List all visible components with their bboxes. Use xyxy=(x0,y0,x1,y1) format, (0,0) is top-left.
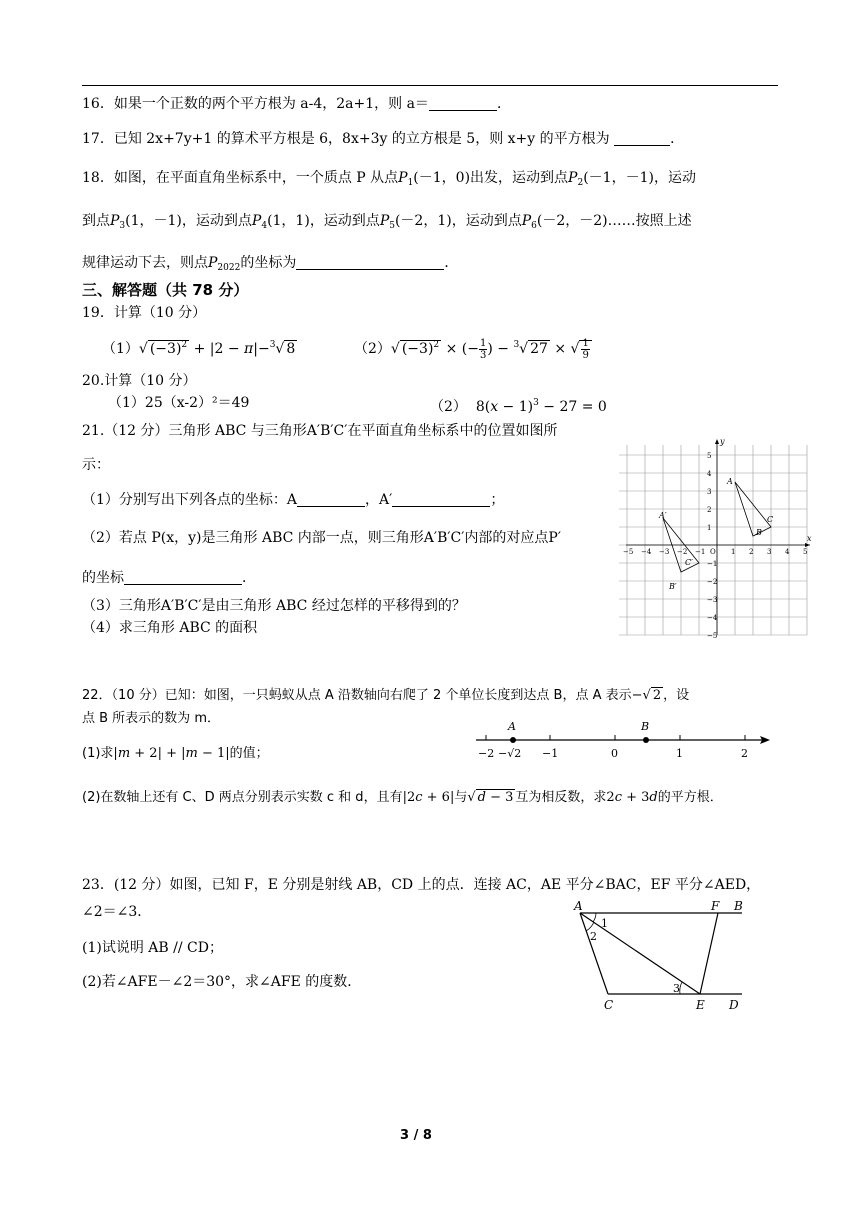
point-A-label: A xyxy=(727,477,733,486)
nl-label-A: A xyxy=(508,720,516,733)
question-21-line5: 的坐标 ． xyxy=(82,570,256,586)
x-tick-label: −2 xyxy=(677,548,688,556)
fig-label-B: B xyxy=(734,899,743,913)
x-tick-label: 4 xyxy=(785,548,790,556)
question-19-title: 19．计算（10 分） xyxy=(82,305,207,321)
point-A1-label: A′ xyxy=(659,511,667,520)
question-16: 16．如果一个正数的两个平方根为 a-4，2a+1，则 a＝ ． xyxy=(82,96,511,112)
x-axis-label: x xyxy=(807,534,812,543)
question-20-title: 20.计算（10 分） xyxy=(82,373,197,389)
x-tick-label: 2 xyxy=(749,548,754,556)
question-22-line1: 22．（10 分）已知：如图，一只蚂蚁从点 A 沿数轴向右爬了 2 个单位长度到达点 B，点 A 表示−√ 2 ，设 xyxy=(82,688,690,703)
y-tick-label: 1 xyxy=(707,524,712,532)
question-23-line4: (2)若∠AFE－∠2＝30°，求∠AFE 的度数． xyxy=(82,974,362,990)
nl-label-B: B xyxy=(641,720,650,733)
fig-label-F: F xyxy=(711,899,720,913)
origin-label: O xyxy=(710,548,716,556)
question-22-line2: 点 B 所表示的数为 m． xyxy=(82,711,220,726)
answer-blank-21-A[interactable] xyxy=(297,492,365,507)
y-tick-label: −3 xyxy=(707,596,718,604)
question-18-line1: 18．如图，在平面直角坐标系中，一个质点 P 从点$P_1(-1$，0)出发，运动到点$P_2(-1$，－1)，运动 xyxy=(82,170,696,188)
point-C1-label: C′ xyxy=(685,558,693,567)
y-tick-label: −1 xyxy=(707,560,718,568)
segment-AE xyxy=(580,913,700,994)
nl-tick-minus1: −1 xyxy=(542,747,559,760)
question-21-line7: （4）求三角形 ABC 的面积 xyxy=(82,620,258,636)
y-tick-label: −5 xyxy=(707,632,718,640)
fig-label-A: A xyxy=(574,899,583,913)
y-tick-label: −2 xyxy=(707,578,718,586)
point-A-dot xyxy=(510,737,516,743)
question-22-line4: (2)在数轴上还有 C、D 两点分别表示实数 c 和 d，且有|2c + 6|与√ d − 3 互为相反数，求2c + 3d的平方根． xyxy=(82,790,723,805)
nl-tick-0: 0 xyxy=(611,747,618,760)
fig-label-E: E xyxy=(696,998,705,1012)
geometry-figure xyxy=(570,896,750,1016)
number-line-figure xyxy=(470,716,775,764)
angle-1-label: 1 xyxy=(601,917,608,930)
y-tick-label: 5 xyxy=(707,452,712,460)
answer-blank-21-P[interactable] xyxy=(124,570,242,585)
section-3-heading: 三、解答题（共 78 分） xyxy=(82,281,249,299)
angle-3-label: 3 xyxy=(673,982,680,995)
point-B-label: B xyxy=(756,528,762,537)
point-B1-label: B′ xyxy=(669,582,677,591)
answer-blank-21-A1[interactable] xyxy=(392,492,490,507)
question-21-line4: （2）若点 P(x，y)是三角形 ABC 内部一点，则三角形A′B′C′内部的对应点P′ xyxy=(82,530,562,546)
question-19-part1: （1）√ $(-3)^2 + |2 - \pi|-^3√$ 8 xyxy=(102,340,296,357)
fig-label-C: C xyxy=(604,998,614,1012)
segment-EF xyxy=(700,913,718,994)
x-tick-label: −1 xyxy=(695,548,706,556)
x-tick-label: 5 xyxy=(803,548,808,556)
x-tick-label: −4 xyxy=(641,548,652,556)
x-tick-label: −5 xyxy=(623,548,634,556)
question-21-line2: 示： xyxy=(82,457,110,473)
fig-label-D: D xyxy=(729,998,739,1012)
y-axis-label: y xyxy=(720,437,725,446)
nl-tick-2: 2 xyxy=(741,747,748,760)
angle-2-label: 2 xyxy=(590,930,597,943)
header-rule xyxy=(82,85,778,86)
page-number: 3 / 8 xyxy=(400,1128,432,1143)
question-22-line3: (1)求|m + 2| + |m − 1|的值； xyxy=(82,746,269,761)
y-tick-label: 2 xyxy=(707,506,712,514)
nl-tick-minus-sqrt2: −√2 xyxy=(498,747,522,760)
x-tick-label: −3 xyxy=(659,548,670,556)
question-17: 17．已知 2x+7y+1 的算术平方根是 6，8x+3y 的立方根是 5，则 x+y 的平方根为 ． xyxy=(82,131,685,147)
question-19-part2: （2）√ $(-3)^2$ × (− $\frac{1}{3}$ ) − $^3$√ 27 × √ $\frac{1}{9}$ xyxy=(354,335,592,361)
point-C-label: C xyxy=(767,515,774,524)
answer-blank-16[interactable] xyxy=(429,96,497,111)
question-18-line2: 到点$P_3(1$，－1)，运动到点$P_4(1$，1)，运动到点$P_5(-2$，1)，运动到点$P_6(-2$，－2)……按照上述 xyxy=(82,213,692,231)
question-23-line3: (1)试说明 AB // CD； xyxy=(82,940,223,956)
question-21-line3: （1）分别写出下列各点的坐标：A ，A′ ； xyxy=(82,492,505,508)
nl-tick-1: 1 xyxy=(676,747,683,760)
y-tick-label: 4 xyxy=(707,470,712,478)
answer-blank-17[interactable] xyxy=(614,131,670,146)
question-18-line3: 规律运动下去，则点$P_{2022}$的坐标为 ． xyxy=(82,255,459,273)
x-tick-label: 3 xyxy=(767,548,772,556)
y-tick-label: 3 xyxy=(707,488,712,496)
question-23-line2: ∠2＝∠3． xyxy=(82,904,152,920)
nl-tick-minus2: −2 xyxy=(478,747,495,760)
answer-blank-18[interactable] xyxy=(296,255,444,270)
point-B-dot xyxy=(643,737,649,743)
question-20-part2: （2） $8(x - 1)^3 - 27 = 0$ xyxy=(430,398,607,415)
question-21-line1: 21.（12 分）三角形 ABC 与三角形A′B′C′在平面直角坐标系中的位置如图所 xyxy=(82,423,558,439)
question-20-part1: （1）25（x-2）²＝49 xyxy=(108,395,250,411)
coordinate-grid-figure xyxy=(618,435,814,640)
question-21-line6: （3）三角形A′B′C′是由三角形 ABC 经过怎样的平移得到的？ xyxy=(82,598,466,614)
x-tick-label: 1 xyxy=(731,548,736,556)
y-tick-label: −4 xyxy=(707,614,718,622)
question-23-line1: 23．(12 分）如图，已知 F，E 分别是射线 AB，CD 上的点．连接 AC，AE 平分∠BAC，EF 平分∠AED， xyxy=(82,877,761,893)
